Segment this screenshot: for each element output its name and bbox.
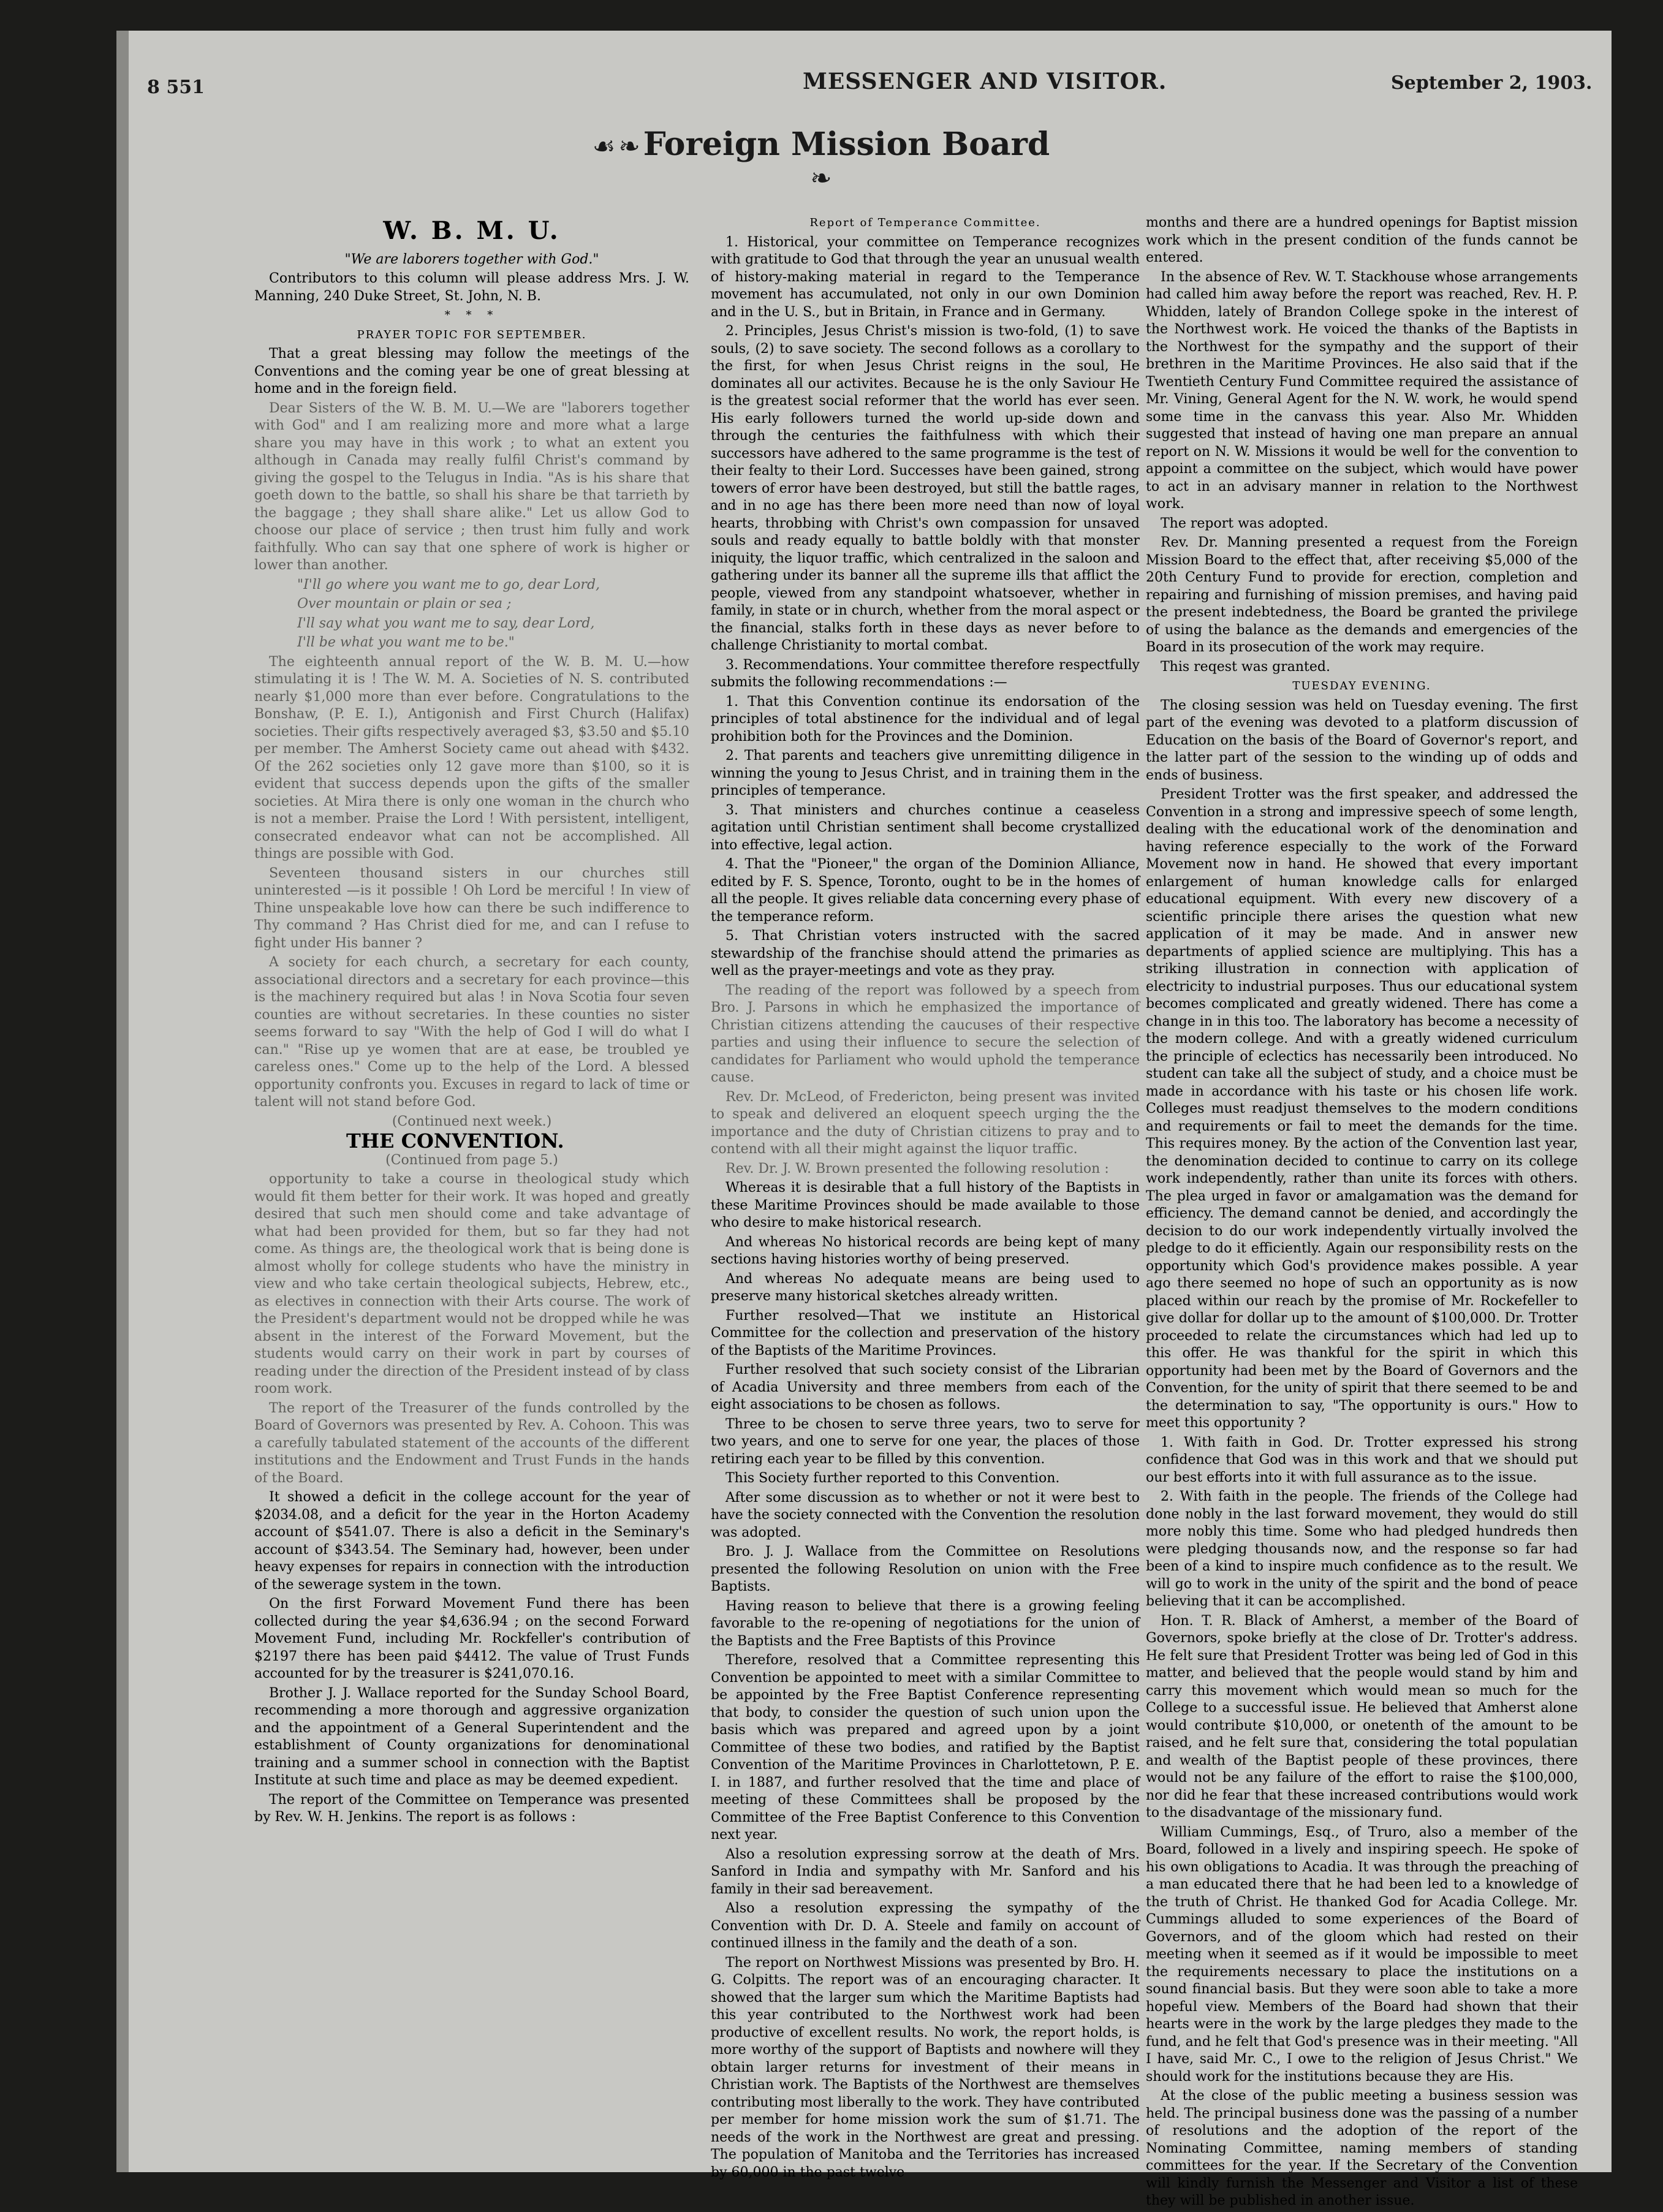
report-paragraph: Rev. Dr. J. W. Brown presented the following resolution :	[725, 1161, 1109, 1176]
report-paragraph: The closing session was held on Tuesday evening. The first part of the evening was devoted to a platform discussion of Education on the basis of the Board of Governor's report, and the latter part of the session to the winding up of odds and ends of business.	[1146, 697, 1578, 783]
recommendation: 2. That parents and teachers give unremitting diligence in winning the young to Jesus Christ, and in training them in the principles of temperance.	[711, 748, 1140, 798]
poem-line: "I'll go where you want me to go, dear Lord,	[297, 577, 600, 593]
recommendation: 3. That ministers and churches continue a ceaseless agitation until Christian sentiment shall become crystallized into effective, legal action.	[711, 802, 1140, 853]
report-paragraph: Therefore, resolved that a Committee representing this Convention be appointed to meet with a similar Committee to be appointed by the Free Baptist Conference representing that body, to consider the question of such union upon the basis which was prepared and agreed upon by a joint Committee of these two bodies, and ratified by the Baptist Convention of the Maritime Provinces in Charlottetown, P. E. I. in 1887, and further resolved that the time and place of meeting of these Committees shall be proposed by the Committee of the Free Baptist Conference to this Convention next year.	[711, 1653, 1140, 1843]
report-paragraph: President Trotter was the first speaker, and addressed the Convention in a strong and impressive speech of some length, dealing with the educational work of the denomination and having reference especially to the work of the Forward Movement now in hand. He showed that every important enlargement of human knowledge calls for enlarged educational equipment. With every new discovery of a scientific principle there arises the question what new application of it may be made. And in answer new departments of applied science are multiplying. This has a striking illustration in connection with application of electricity to industrial purposes. Thus our educational system becomes complicated and greatly widened. There has come a change in in this too. The laboratory has become a necessity of the modern college. And with a greatly widened curriculum the principle of eclectics has necessarily been introduced. No student can take all the subject of study, and a choice must be made in accordance with his taste or his chosen life work. Colleges must readjust themselves to the modern conditions and requirements or fail to meet the demands for the time. This requires money. By the action of the Convention last year, the denomination decided to continue to carry on its college work independently, rather than unite its forces with others. The plea urged in favor or amalgamation was the demand for efficiency. The demand cannot be denied, and accordingly the decision to do our work independently virtually involved the pledge to do it efficiently. Again our responsibility rests on the opportunity which God's providence makes possible. A year ago there seemed no hope of such an opportunity as is now placed within our reach by the promise of Mr. Rockefeller to give dollar for dollar up to the amount of $100,000. Dr. Trotter proceeded to relate the circumstances which had led up to this offer. He was thankful for the spirit in which this opportunity had been met by the Board of Governors and the Convention, for the unity of spirit that there seemed to be and the determination to say, "The opportunity is ours." How to meet this opportunity ?	[1146, 787, 1578, 1431]
masthead: MESSENGER AND VISITOR.	[803, 69, 1167, 94]
contributors-note: Contributors to this column will please address Mrs. J. W. Manning, 240 Duke Street, St. John, N. B.	[254, 271, 689, 304]
convention-paragraph: opportunity to take a course in theological study which would fit them better for their work. It was hoped and greatly desired that such men should come and take advantage of what had been provided for them, but so far they had not come. As things are, the theological work that is being done is almost wholly for college students who have the ministry in view and who take certain theological subjects, Hebrew, etc., as electives in connection with their Arts course. The work of the President's department would not be dropped while he was absent in the interest of the Forward Movement, but the students would carry on their work in part by courses of reading under the direction of the President instead of by class room work.	[254, 1172, 689, 1396]
continued-note: (Continued next week.)	[392, 1113, 552, 1129]
resolution-paragraph: Whereas it is desirable that a full history of the Baptists in these Maritime Provinces should be made available to those who desire to make historical research.	[711, 1180, 1140, 1230]
report-paragraph: 2. With faith in the people. The friends of the College had done nobly in the last forward movement, they would do still more nobly this time. Some who had pledged hundreds then were pledging thousands now, and the response so far had been of a kind to inspire much confidence as to the result. We will go to work in the unity of the spirit and the bond of peace believing that it can be accomplished.	[1146, 1489, 1578, 1609]
report-paragraph: Rev. Dr. Manning presented a request from the Foreign Mission Board to the effect that, after receiving $5,000 of the 20th Century Fund to provide for erection, completion and repairing and furnishing of mission premises, and having paid the present indebtedness, the Board be granted the privilege of using the balance as the demands and emergencies of the Board in its prosecution of the work may require.	[1146, 535, 1578, 655]
convention-paragraph: The report of the Committee on Temperance was presented by Rev. W. H. Jenkins. The report is as follows :	[254, 1792, 689, 1825]
poem-line: Over mountain or plain or sea ;	[297, 596, 512, 612]
issue-date: September 2, 1903.	[1391, 72, 1593, 94]
report-paragraph: The report was adopted.	[1161, 515, 1328, 531]
report-paragraph: Also a resolution expressing sorrow at the death of Mrs. Sanford in India and sympathy with Mr. Sanford and his family in their sad bereavement.	[711, 1846, 1140, 1897]
report-paragraph: William Cummings, Esq., of Truro, also a member of the Board, followed in a lively and inspiring speech. He spoke of his own obligations to Acadia. It was through the preaching of a man educated there that he had been led to a knowledge of the truth of Christ. He thanked God for Acadia College. Mr. Cummings alluded to some experiences of the Board of Governors, and of the gloom which had rested on their meeting when it seemed as if it would be impossible to meet the requirements necessary to place the institutions on a sound financial basis. But they were soon able to take a more hopeful view. Members of the Board had shown that their hearts were in the work by the large pledges they made to the fund, and he felt that God's presence was in their meeting. "All I have, said Mr. C., I owe to the religion of Jesus Christ." We should work for the institutions because they are His.	[1146, 1824, 1578, 2085]
resolution-paragraph: Three to be chosen to serve three years, two to serve for two years, and one to serve for one year, the places of those retiring each year to be filled by this convention.	[711, 1416, 1140, 1467]
column-wbmu	[254, 218, 689, 1828]
ornament-right-icon: ❧	[810, 163, 832, 193]
letter-paragraph: A society for each church, a secretary for each county, associational directors and a secretary for each province—this is the machinery required but alas ! in Nova Scotia four seven counties are without secretaries. In these counties no sister seems forward to say "With the help of God I will do what I can." "Rise up ye women that are at ease, be troubled ye careless ones." Come up to the help of the Lord. A blessed opportunity confronts you. Excuses in regard to lack of time or talent will not stand before God.	[254, 955, 689, 1110]
tuesday-heading: TUESDAY EVENING.	[1292, 680, 1431, 692]
column-convention-continued	[1146, 214, 1578, 2212]
convention-paragraph: On the first Forward Movement Fund there has been collected during the year $4,636.94 ; on the second Forward Movement Fund, including Mr. Rockfeller's contribution of $2197 there has been paid $4412. The value of Trust Funds accounted for by the treasurer is $241,070.16.	[254, 1596, 689, 1681]
column-temperance	[711, 214, 1140, 2183]
report-paragraph: 1. Historical, your committee on Temperance recognizes with gratitude to God that through the year an unusual wealth of history-making material in regard to the Temperance movement has accumulated, not only in our own Dominion and in the U. S., but in Britain, in France and in Germany.	[711, 234, 1140, 320]
recommendation: 4. That the "Pioneer," the organ of the Dominion Alliance, edited by F. S. Spence, Toronto, ought to be in the homes of all the people. It gives reliable data concerning every phase of the temperance reform.	[711, 857, 1140, 925]
prayer-topic: That a great blessing may follow the meetings of the Conventions and the coming year be one of great blessing at home and in the foreign field.	[254, 346, 689, 396]
resolution-paragraph: Further resolved—That we institute an Historical Committee for the collection and preservation of the history of the Baptists of the Maritime Provinces.	[711, 1308, 1140, 1358]
letter-paragraph: The eighteenth annual report of the W. B. M. U.—how stimulating it is ! The W. M. A. Societies of N. S. contributed nearly $1,000 more than ever before. Congratulations to the Bonshaw, (P. E. I.), Antigonish and First Church (Halifax) societies. Their gifts respectively averaged $3, $3.50 and $5.10 per member. The Amherst Society came out ahead with $432. Of the 262 societies only 12 gave more than $100, so it is evident that success depends upon the gifts of the smaller societies. At Mira there is only one woman in the church who is not a member. Praise the Lord ! With persistent, intelligent, consecrated endeavor what can not be accomplished. All things are possible with God.	[254, 654, 689, 862]
resolution-paragraph: And whereas No historical records are being kept of many sections having histories worthy of being preserved.	[711, 1234, 1140, 1267]
letter-paragraph: Dear Sisters of the W. B. M. U.—We are "laborers together with God" and I am realizing more and more what a large share you may have in this work ; to what an extent you although in Canada may really fulfil Christ's command by giving the gospel to the Telugus in India. "As is his share that goeth down to the battle, so shall his share be that tarrieth by the baggage ; they shall share alike." Let us allow God to choose our place of service ; then trust him fully and work faithfully. Who can say that one sphere of work is higher or lower than another.	[254, 400, 689, 573]
poem-line: I'll be what you want me to be."	[297, 635, 515, 650]
report-paragraph: Hon. T. R. Black of Amherst, a member of the Board of Governors, spoke briefly at the close of Dr. Trotter's address. He felt sure that President Trotter was being led of God in this matter, and believed that the people would stand by him and carry this movement which would mean so much for the College to a successful issue. He believed that Amherst alone would contribute $10,000, or onetenth of the amount to be raised, and he felt sure that, considering the total populatian and wealth of the Baptist people of these provinces, there would not be any failure of the effort to raise the $100,000, nor did he fear that these increased contributions would work to the disadvantage of the missionary fund.	[1146, 1613, 1578, 1820]
report-paragraph: This reqest was granted.	[1161, 659, 1330, 675]
report-paragraph: 2. Principles, Jesus Christ's mission is two-fold, (1) to save souls, (2) to save society. The second follows as a corollary to the first, for when Jesus Christ reigns in the soul, He dominates all our activites. Because he is the only Saviour He is the greatest social reformer that the world has ever seen. His early followers turned the world up-side down and through the centuries the faithfulness with which their successors have adhered to the same programme is the test of their fealty to their Lord. Successes have been gained, strong towers of error have been destroyed, but still the battle rages, and in no age has there been more need than now of loyal hearts, throbbing with Christ's own compassion for unsaved souls and ready equally to battle boldly with that monster iniquity, the liquor traffic, which centralized in the saloon and gathering under its banner all the supreme ills that afflict the people, viewed from any standpoint whatsoever, whether in family, in state or in church, whether from the moral aspect or the financial, stalks forth in these days as never before to challenge Christianity to mortal combat.	[711, 324, 1140, 653]
recommendation: 5. That Christian voters instructed with the sacred stewardship of the franchise should attend the primaries as well as the prayer-meetings and vote as they pray.	[711, 928, 1140, 979]
report-paragraph: The reading of the report was followed by a speech from Bro. J. Parsons in which he emphasized the importance of Christian citizens attending the caucuses of their respective parties and using their influence to secure the selection of candidates for Parliament who would uphold the temperance cause.	[711, 982, 1140, 1085]
stars-divider: * * *	[444, 309, 499, 322]
section-title: Foreign Mission Board	[643, 126, 1050, 163]
report-paragraph: Having reason to believe that there is a growing feeling favorable to the re-opening of negotiations for the union of the Baptists and the Free Baptists of this Province	[711, 1598, 1140, 1649]
wbmu-motto: "We are laborers together with God."	[344, 251, 599, 267]
convention-paragraph: The report of the Treasurer of the funds controlled by the Board of Governors was presented by Rev. A. Cohoon. This was a carefully tabulated statement of the accounts of the different institutions and the Endowment and Trust Funds in the hands of the Board.	[254, 1400, 689, 1486]
resolution-paragraph: And whereas No adequate means are being used to preserve many historical sketches already written.	[711, 1271, 1140, 1304]
report-paragraph: At the close of the public meeting a business session was held. The principal business done was the passing of a number of resolutions and the adoption of the report of the Nominating Committee, naming members of standing committees for the year. If the Secretary of the Convention will kindly furnish the Messenger and Visitor a list of these they will be published in another issue.	[1146, 2088, 1578, 2208]
resolution-paragraph: This Society further reported to this Convention.	[725, 1471, 1060, 1486]
ornament-left-icon: ☙	[592, 131, 616, 161]
ornament-title-icon: ❧	[618, 131, 640, 161]
report-paragraph: months and there are a hundred openings for Baptist mission work which in the present condition of the funds cannot be entered.	[1146, 215, 1578, 265]
report-paragraph: 3. Recommendations. Your committee therefore respectfully submits the following recommendations :—	[711, 657, 1140, 690]
report-paragraph: The report on Northwest Missions was presented by Bro. H. G. Colpitts. The report was of an encouraging character. It showed that the larger sum which the Maritime Baptists had this year contributed to the Northwest work had been productive of excellent results. No work, the report holds, is more worthy of the support of Baptists and nowhere will they obtain larger returns for investment of their means in Christian work. The Baptists of the Northwest are themselves contributing most liberally to the work. They have contributed per member for home mission work the sum of $1.71. The needs of the work in the Northwest are great and pressing. The population of Manitoba and the Territories has increased by 60,000 in the past twelve	[711, 1955, 1140, 2180]
temperance-heading: Report of Temperance Committee.	[809, 216, 1041, 229]
page-number: 8 551	[147, 77, 205, 98]
prayer-topic-heading: PRAYER TOPIC FOR SEPTEMBER.	[357, 328, 587, 341]
page-stack-edge	[116, 31, 129, 2172]
wbmu-heading: W. B. M. U.	[383, 216, 561, 245]
report-paragraph: 1. With faith in God. Dr. Trotter expressed his strong confidence that God was in this work and that we should put our best efforts into it with full assurance as to the issue.	[1146, 1434, 1578, 1485]
report-paragraph: Also a resolution expressing the sympathy of the Convention with Dr. D. A. Steele and family on account of continued illness in the family and the death of a son.	[711, 1901, 1140, 1951]
recommendation: 1. That this Convention continue its endorsation of the principles of total abstinence for the individual and of legal prohibition both for the Provinces and the Dominion.	[711, 694, 1140, 744]
poem-line: I'll say what you want me to say, dear Lord,	[297, 615, 595, 631]
convention-paragraph: It showed a deficit in the college account for the year of $2034.08, and a deficit for the year in the Horton Academy account of $541.07. There is also a deficit in the Seminary's account of $343.54. The Seminary had, however, been under heavy expenses for repairs in connection with the introduction of the sewerage system in the town.	[254, 1490, 689, 1593]
report-paragraph: Rev. Dr. McLeod, of Fredericton, being present was invited to speak and delivered an eloquent speech urging the the importance and the duty of Christian citizens to pray and to contend with all their might against the liquor traffic.	[711, 1089, 1140, 1157]
report-paragraph: Bro. J. J. Wallace from the Committee on Resolutions presented the following Resolution on union with the Free Baptists.	[711, 1544, 1140, 1594]
report-paragraph: In the absence of Rev. W. T. Stackhouse whose arrangements had called him away before the report was reached, Rev. H. P. Whidden, lately of Brandon College spoke in the interest of the Northwest work. He voiced the thanks of the Baptists in the Northwest for the sympathy and the support of their brethren in the Maritime Provinces. He also said that if the Twentieth Century Fund Committee required the assistance of Mr. Vining, General Agent for the N. W. work, he would spend some time in the canvass this year. Also Mr. Whidden suggested that instead of having one man prepare an annual report on N. W. Missions it would be well for the convention to appoint a committee on the subject, which would have power to act in an advisary manner in relation to the Northwest work.	[1146, 269, 1578, 512]
convention-continued: (Continued from page 5.)	[385, 1152, 558, 1168]
report-paragraph: After some discussion as to whether or not it were best to have the society connected with the Convention the resolution was adopted.	[711, 1490, 1140, 1540]
resolution-paragraph: Further resolved that such society consist of the Librarian of Acadia University and three members from each of the eight associations to be chosen as follows.	[711, 1362, 1140, 1412]
letter-paragraph: Seventeen thousand sisters in our churches still uninterested —is it possible ! Oh Lord be merciful ! In view of Thine unspeakable love how can there be such indifference to Thy command ? Has Christ died for me, and can I refuse to fight under His banner ?	[254, 865, 689, 951]
section-banner	[588, 126, 1054, 193]
convention-paragraph: Brother J. J. Wallace reported for the Sunday School Board, recommending a more thorough and aggressive organization and the appointment of a General Superintendent and the establishment of County organizations for denominational training and a summer school in connection with the Baptist Institute at such time and place as may be deemed expedient.	[254, 1685, 689, 1788]
convention-heading: THE CONVENTION.	[346, 1129, 564, 1153]
